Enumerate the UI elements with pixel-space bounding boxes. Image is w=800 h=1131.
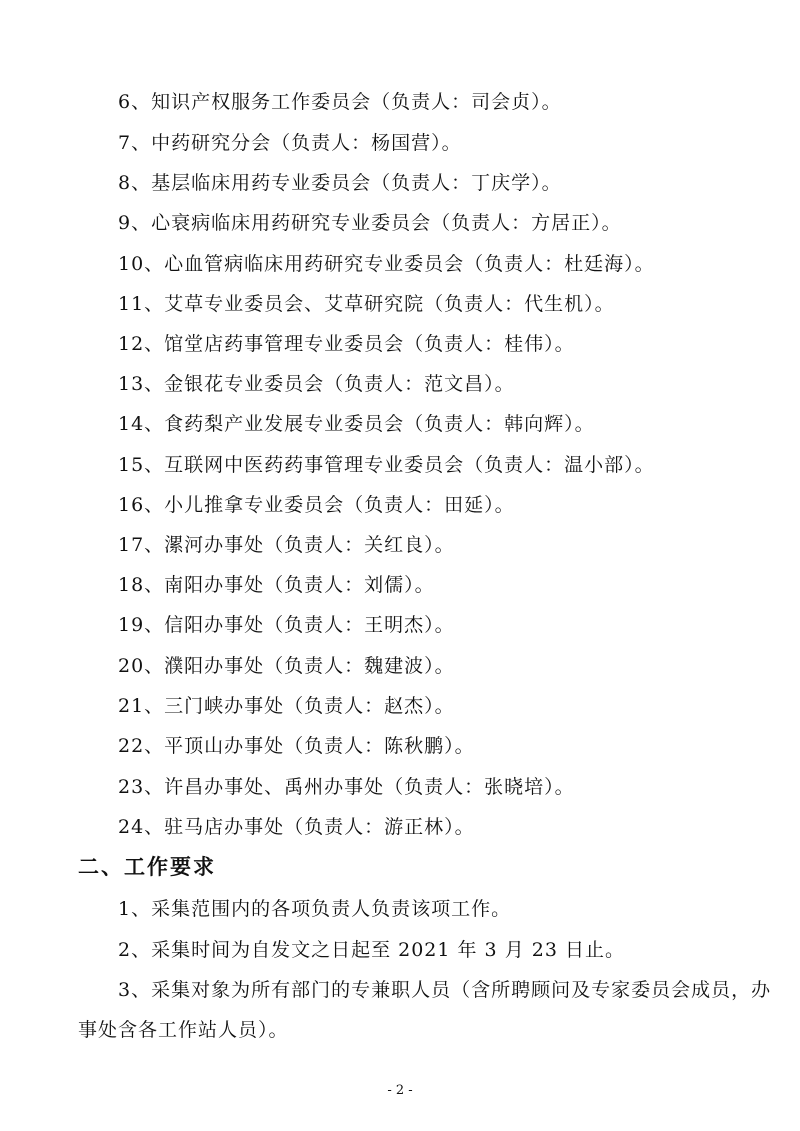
section-heading: 二、工作要求	[78, 855, 216, 879]
list-item: 19、信阳办事处（负责人：王明杰）。	[118, 614, 455, 636]
list-item: 9、心衰病临床用药研究专业委员会（负责人：方居正）。	[118, 212, 622, 234]
list-item: 16、小儿推拿专业委员会（负责人：田延）。	[118, 494, 515, 516]
list-item: 12、馆堂店药事管理专业委员会（负责人：桂伟）。	[118, 333, 575, 355]
requirement-1: 1、采集范围内的各项负责人负责该项工作。	[118, 898, 512, 920]
requirement-3-line-2: 事处含各工作站人员）。	[78, 1019, 289, 1041]
list-item: 8、基层临床用药专业委员会（负责人：丁庆学）。	[118, 172, 562, 194]
list-item: 11、艾草专业委员会、艾草研究院（负责人：代生机）。	[118, 293, 615, 315]
requirement-2: 2、采集时间为自发文之日起至 2021 年 3 月 23 日止。	[118, 939, 625, 961]
list-item: 22、平顶山办事处（负责人：陈秋鹏）。	[118, 735, 475, 757]
list-item: 14、食药梨产业发展专业委员会（负责人：韩向辉）。	[118, 413, 595, 435]
list-item: 18、南阳办事处（负责人：刘儒）。	[118, 574, 435, 596]
page-number: - 2 -	[387, 1083, 413, 1098]
list-item: 15、互联网中医药药事管理专业委员会（负责人：温小部）。	[118, 454, 655, 476]
list-item: 7、中药研究分会（负责人：杨国营）。	[118, 132, 462, 154]
list-item: 6、知识产权服务工作委员会（负责人：司会贞）。	[118, 91, 562, 113]
requirement-3-line-1: 3、采集对象为所有部门的专兼职人员（含所聘顾问及专家委员会成员，办	[118, 979, 772, 1001]
list-item: 20、濮阳办事处（负责人：魏建波）。	[118, 655, 455, 677]
list-item: 21、三门峡办事处（负责人：赵杰）。	[118, 695, 455, 717]
list-item: 13、金银花专业委员会（负责人：范文昌）。	[118, 373, 515, 395]
list-item: 23、许昌办事处、禹州办事处（负责人：张晓培）。	[118, 776, 575, 798]
list-item: 10、心血管病临床用药研究专业委员会（负责人：杜廷海）。	[118, 253, 655, 275]
list-item: 24、驻马店办事处（负责人：游正林）。	[118, 816, 475, 838]
list-item: 17、漯河办事处（负责人：关红良）。	[118, 534, 455, 556]
